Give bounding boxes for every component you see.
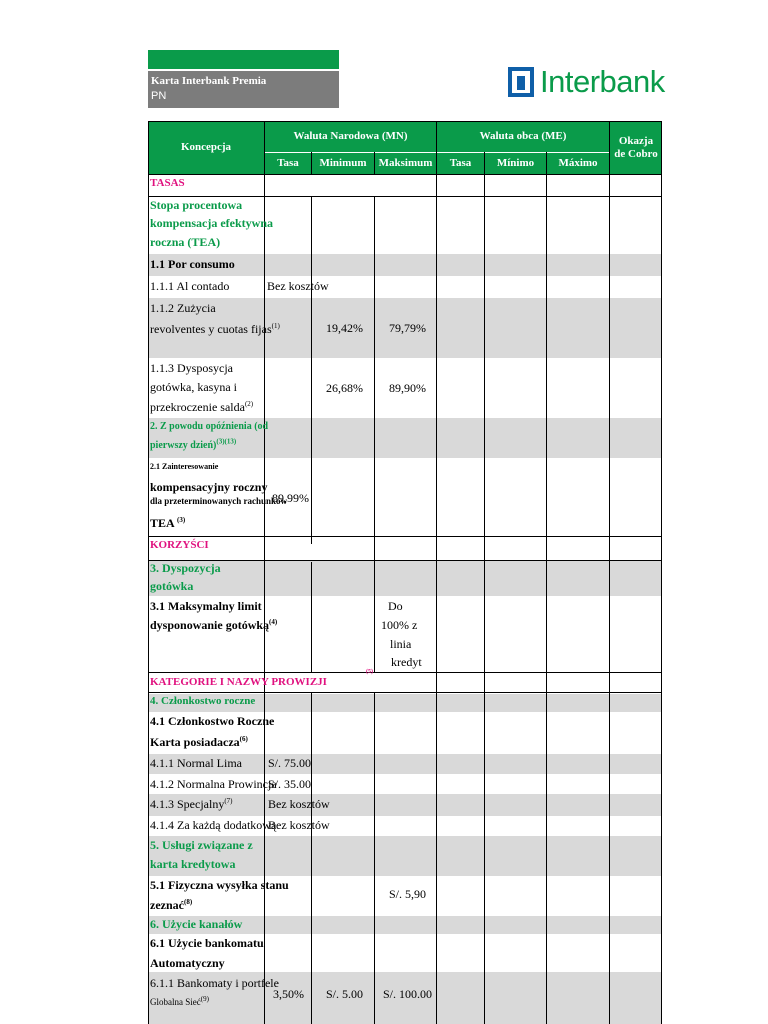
tea-line3: roczna (TEA) bbox=[150, 235, 221, 249]
row-4-1-1: 4.1.1 Normal Lima bbox=[150, 756, 242, 770]
header-okazja bbox=[610, 121, 662, 174]
row-1-1-3-min: 26,68% bbox=[326, 381, 363, 395]
header-group-mn: Waluta Narodowa (MN) bbox=[265, 121, 436, 152]
row-5-1-line1: 5.1 Fizyczna wysyłka stanu bbox=[150, 878, 289, 892]
header-concept: Koncepcja bbox=[148, 121, 264, 174]
column-line bbox=[374, 152, 375, 174]
tea-line2: kompensacja efektywna bbox=[150, 216, 273, 230]
row-1-1-2-max: 79,79% bbox=[389, 321, 426, 335]
header-okazja-line2: de Cobro bbox=[614, 147, 658, 160]
row-2-line1: 2. Z powodu opóźnienia (od bbox=[150, 421, 269, 432]
column-line bbox=[311, 562, 312, 672]
row-2-text: pierwszy dzień) bbox=[150, 440, 217, 451]
row-1-1-3-line2: gotówka, kasyna i bbox=[150, 380, 237, 394]
header-group-me: Waluta obca (ME) bbox=[437, 121, 609, 152]
card-subtitle: PN bbox=[151, 90, 167, 102]
row-line bbox=[148, 536, 662, 537]
row-6-1-1-line2 bbox=[150, 993, 209, 1012]
note-ref: (7) bbox=[224, 797, 233, 805]
section-kategorie: KATEGORIE I NAZWY PROWIZJI bbox=[150, 676, 327, 688]
note-ref: (6) bbox=[239, 735, 248, 743]
column-line bbox=[546, 152, 547, 1024]
column-line bbox=[311, 196, 312, 544]
note-ref: (8) bbox=[183, 898, 193, 906]
header-me-min: Mínimo bbox=[485, 153, 546, 174]
row-3-1-value-line1: Do bbox=[388, 599, 403, 613]
section-tasas: TASAS bbox=[150, 177, 185, 189]
row-4-1-3 bbox=[150, 795, 233, 814]
row-4-1-1-value: S/. 75.00 bbox=[268, 756, 312, 770]
row-1-1-2-min: 19,42% bbox=[326, 321, 363, 335]
section-korzysci: KORZYŚCI bbox=[150, 539, 209, 551]
row-5-line1: 5. Usługi związane z bbox=[150, 838, 253, 852]
interbank-logo-icon bbox=[508, 67, 534, 97]
row-3-1-value-line3: linia bbox=[390, 637, 412, 651]
column-line bbox=[374, 692, 375, 1024]
row-3-1-text: dysponowanie gotówką bbox=[150, 618, 270, 632]
logo-text: Interbank bbox=[540, 64, 665, 99]
column-line bbox=[484, 152, 485, 1024]
row-6-1-line2: Automatyczny bbox=[150, 956, 225, 970]
row-6-1-1-tasa: 3,50% bbox=[273, 987, 304, 1001]
row-5-line2: karta kredytowa bbox=[150, 857, 236, 871]
row-5-1-text: zeznać bbox=[150, 898, 184, 912]
row-4-1-4-value: Bez kosztów bbox=[268, 818, 330, 832]
row-1-1-3-text: przekroczenie salda bbox=[150, 400, 245, 414]
row-4-1-3-value: Bez kosztów bbox=[268, 797, 330, 811]
row-6-1-1-text: Globalna Sieć bbox=[150, 997, 201, 1007]
row-1-1-2-line2 bbox=[150, 320, 280, 339]
row-6-1-line1: 6.1 Użycie bankomatu bbox=[150, 936, 264, 950]
table-border bbox=[148, 121, 149, 1024]
row-3-line2: gotówka bbox=[150, 579, 194, 593]
header-mn-min: Minimum bbox=[312, 153, 374, 174]
row-1-1-2-text: revolventes y cuotas fijas bbox=[150, 322, 272, 336]
note-ref: (9) bbox=[200, 995, 209, 1003]
row-4-1-text: Karta posiadacza bbox=[150, 735, 240, 749]
row-line bbox=[148, 174, 662, 175]
row-1-1-1-value: Bez kosztów bbox=[267, 279, 329, 293]
interbank-logo bbox=[508, 64, 665, 100]
row-1-1-3-line3 bbox=[150, 398, 253, 417]
row-4-1-3-text: 4.1.3 Specjalny bbox=[150, 797, 225, 811]
row-5-1-line2 bbox=[150, 896, 192, 915]
header-okazja-line1: Okazja bbox=[618, 134, 654, 147]
row-1-1: 1.1 Por consumo bbox=[150, 257, 235, 271]
row-3-1-line1: 3.1 Maksymalny limit bbox=[150, 599, 262, 613]
note-ref: (5) bbox=[366, 669, 373, 675]
row-2-1-line4 bbox=[150, 514, 185, 533]
row-1-1-3-line1: 1.1.3 Dysposycja bbox=[150, 361, 233, 375]
row-6-1-1-line1: 6.1.1 Bankomaty i portfele bbox=[150, 976, 279, 990]
note-ref: (4) bbox=[269, 618, 278, 626]
row-2-1-line3: dla przeterminowanych rachunków bbox=[150, 496, 287, 506]
column-line bbox=[311, 152, 312, 174]
row-1-1-1: 1.1.1 Al contado bbox=[150, 279, 230, 293]
row-1-1-2-line1: 1.1.2 Zużycia bbox=[150, 301, 216, 315]
header-me-tasa: Tasa bbox=[437, 153, 484, 174]
shade-row bbox=[148, 560, 662, 596]
row-2-1-line2: kompensacyjny roczny bbox=[150, 480, 268, 494]
row-4-1-2: 4.1.2 Normalna Prowincja bbox=[150, 777, 277, 791]
row-3-line1: 3. Dyspozycja bbox=[150, 561, 221, 575]
table-border bbox=[661, 121, 662, 1024]
row-2-1-value: 89,99% bbox=[272, 491, 309, 505]
row-4: 4. Członkostwo roczne bbox=[150, 695, 256, 707]
row-3-1-line2 bbox=[150, 616, 277, 635]
row-3-1-value-line2: 100% z bbox=[381, 618, 418, 632]
header-mn-tasa: Tasa bbox=[265, 153, 311, 174]
row-3-1-value-line4: kredyt bbox=[391, 655, 422, 669]
table-border bbox=[148, 121, 662, 122]
row-6-1-1-max: S/. 100.00 bbox=[383, 987, 433, 1001]
column-line bbox=[436, 121, 437, 1024]
row-4-1-line2 bbox=[150, 733, 248, 752]
column-line bbox=[311, 692, 312, 1024]
card-title-box bbox=[148, 71, 339, 108]
row-1-1-3-max: 89,90% bbox=[389, 381, 426, 395]
card-title: Karta Interbank Premia bbox=[151, 75, 267, 87]
header-mn-max: Maksimum bbox=[375, 153, 436, 174]
row-2-line2 bbox=[150, 436, 236, 455]
tea-line1: Stopa procentowa bbox=[150, 198, 243, 212]
column-line bbox=[374, 196, 375, 672]
row-6-1-1-min: S/. 5.00 bbox=[326, 987, 364, 1001]
note-ref: (3)(13) bbox=[216, 437, 237, 446]
note-ref: (1) bbox=[271, 322, 280, 330]
header-me-max: Máximo bbox=[547, 153, 609, 174]
row-2-1-line1: 2.1 Zainteresowanie bbox=[150, 462, 219, 471]
note-ref: (3) bbox=[177, 516, 186, 524]
row-4-1-line1: 4.1 Członkostwo Roczne bbox=[150, 714, 275, 728]
fees-table bbox=[148, 121, 662, 1024]
row-4-1-2-value: S/. 35.00 bbox=[268, 777, 312, 791]
row-2-1-tea: TEA bbox=[150, 516, 175, 530]
row-4-1-4: 4.1.4 Za każdą dodatkową bbox=[150, 818, 277, 832]
row-5-1-value: S/. 5,90 bbox=[389, 887, 427, 901]
row-line bbox=[148, 560, 662, 561]
brand-bar bbox=[148, 50, 339, 69]
note-ref: (2) bbox=[244, 400, 254, 408]
column-line bbox=[609, 121, 610, 1024]
row-6: 6. Użycie kanałów bbox=[150, 917, 243, 931]
